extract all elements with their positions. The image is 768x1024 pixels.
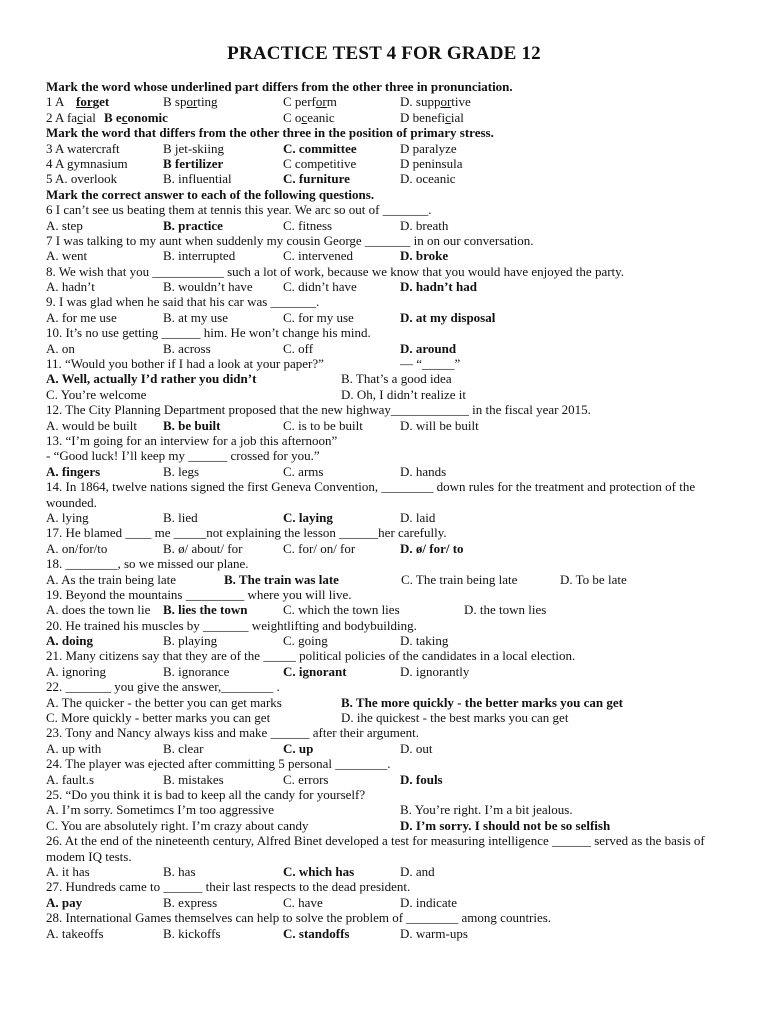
answer-option: A. does the town lie — [46, 602, 151, 618]
page-title: PRACTICE TEST 4 FOR GRADE 12 — [227, 43, 541, 64]
answer-options — [46, 218, 726, 233]
answer-option: B. You’re right. I’m a bit jealous. — [400, 802, 573, 818]
answer-option: D. indicate — [400, 894, 458, 910]
answer-option: A. ignoring — [46, 663, 106, 679]
correct-option: B. practice — [163, 217, 223, 233]
answer-option: D. Oh, I didn’t realize it — [341, 386, 467, 402]
answer-options — [46, 156, 726, 171]
correct-option: C. furniture — [283, 171, 350, 187]
answer-option: C. intervened — [283, 248, 354, 264]
answer-option: C perform — [283, 94, 337, 110]
answer-option: 2 A facial — [46, 109, 96, 125]
answer-option: 4 A gymnasium — [46, 155, 128, 171]
answer-option: C. for/ on/ for — [283, 540, 356, 556]
answer-option: C. You are absolutely right. I’m crazy about candy — [46, 817, 309, 833]
answer-option: B. kickoffs — [163, 925, 221, 941]
answer-option: B. interrupted — [163, 248, 236, 264]
answer-options — [46, 310, 726, 325]
question-text: 22. _______ you give the answer,________ . — [46, 679, 280, 695]
correct-option: C. committee — [283, 140, 357, 156]
answer-option: A. went — [46, 248, 88, 264]
answer-option: A. step — [46, 217, 83, 233]
answer-options — [46, 772, 726, 787]
answer-option: D. hands — [400, 463, 447, 479]
question-text: 8. We wish that you ___________ such a lot of work, because we know that you would have enjoyed the party. — [46, 263, 625, 279]
answer-options — [46, 633, 726, 648]
section-heading: Mark the correct answer to each of the following questions. — [46, 186, 375, 202]
answer-option: D. warm-ups — [400, 925, 468, 941]
answer-option: D. ignorantly — [400, 663, 470, 679]
answer-option: 5 A. overlook — [46, 171, 118, 187]
answer-option: B. influential — [163, 171, 232, 187]
underlined-part: c — [77, 109, 83, 125]
correct-option: B. be built — [163, 417, 221, 433]
section-heading: Mark the word whose underlined part differs from the other three in pronunciation. — [46, 79, 513, 94]
correct-option: A. fingers — [46, 463, 101, 479]
answer-options — [46, 864, 726, 879]
correct-option: B economic — [104, 109, 168, 125]
answer-option: D. will be built — [400, 417, 479, 433]
answer-options — [46, 371, 726, 386]
answer-option: C. for my use — [283, 309, 354, 325]
answer-option: B. at my use — [163, 309, 228, 325]
answer-option: D. ihe quickest - the best marks you can get — [341, 710, 569, 726]
answer-option: C. off — [283, 340, 314, 356]
correct-option: B. The train was late — [224, 571, 339, 587]
question-text: - “Good luck! I’ll keep my ______ crossed for you.” — [46, 448, 320, 464]
answer-options — [46, 741, 726, 756]
question-text: 26. At the end of the nineteenth century, Alfred Binet developed a test for measuring intelligence ______ served as the basis of modem IQ tests. — [46, 833, 705, 864]
answer-option: D. breath — [400, 217, 449, 233]
answer-option: 1 A — [46, 94, 65, 110]
answer-option: A. fault.s — [46, 771, 95, 787]
answer-option: B jet-skiing — [163, 140, 225, 156]
answer-options — [46, 572, 726, 587]
question-text: 17. He blamed ____ me _____not explaining the lesson ______her carefully. — [46, 525, 447, 541]
test-content — [46, 79, 726, 941]
answer-option: A. takeoffs — [46, 925, 104, 941]
question-text: 19. Beyond the mountains _________ where you will live. — [46, 586, 352, 602]
correct-option: D. broke — [400, 248, 449, 264]
answer-options — [46, 464, 726, 479]
correct-option: B. The more quickly - the better marks you can get — [341, 694, 624, 710]
answer-options — [46, 356, 726, 371]
answer-option: A. it has — [46, 863, 90, 879]
answer-option: A. I’m sorry. Sometimcs I’m too aggressive — [46, 802, 275, 818]
question-text: 13. “I’m going for an interview for a job this afternoon” — [46, 432, 338, 448]
answer-option: C. You’re welcome — [46, 386, 147, 402]
question-text: 27. Hundreds came to ______ their last respects to the dead president. — [46, 879, 411, 895]
answer-option: B. clear — [163, 740, 204, 756]
underlined-part: or — [315, 94, 327, 110]
question-text: 6 I can’t see us beating them at tennis this year. We arc so out of _______. — [46, 202, 432, 218]
answer-option: A. for me use — [46, 309, 117, 325]
answer-options — [46, 926, 726, 941]
answer-option: C. going — [283, 633, 328, 649]
correct-option: A. doing — [46, 633, 93, 649]
question-text: 14. In 1864, twelve nations signed the first Geneva Convention, ________ down rules for the treatment and protection of the wounded. — [46, 479, 696, 510]
answer-option: B. legs — [163, 463, 200, 479]
answer-option: C. which the town lies — [283, 602, 400, 618]
correct-option: D. fouls — [400, 771, 443, 787]
question-text: 24. The player was ejected after committing 5 personal ________. — [46, 756, 391, 772]
question-text: 18. ________, so we missed our plane. — [46, 556, 249, 572]
answer-option: D. supportive — [400, 94, 471, 110]
answer-option: D. oceanic — [400, 171, 456, 187]
answer-options — [46, 802, 726, 817]
answer-options — [46, 695, 726, 710]
answer-options — [46, 710, 726, 725]
answer-option: C. fitness — [283, 217, 333, 233]
correct-option: C. standoffs — [283, 925, 350, 941]
correct-option: B. lies the town — [163, 602, 248, 618]
answer-options — [46, 602, 726, 617]
answer-options — [46, 248, 726, 263]
answer-options — [46, 141, 726, 156]
answer-option: A. would be built — [46, 417, 137, 433]
question-text: 25. “Do you think it is bad to keep all the candy for yourself? — [46, 787, 366, 802]
answer-options — [46, 279, 726, 294]
answer-option: B. express — [163, 894, 218, 910]
answer-option: C oceanic — [283, 109, 335, 125]
answer-option: D beneficial — [400, 109, 464, 125]
answer-options — [46, 110, 726, 125]
answer-option: B. playing — [163, 633, 218, 649]
question-text: 12. The City Planning Department proposed that the new highway____________ in the fiscal year 2015. — [46, 402, 591, 418]
answer-option: C. didn’t have — [283, 279, 357, 295]
answer-option: D. To be late — [560, 571, 627, 587]
answer-option: A. on — [46, 340, 75, 356]
correct-option: D. hadn’t had — [400, 279, 477, 295]
answer-options — [46, 341, 726, 356]
answer-options — [46, 664, 726, 679]
answer-options — [46, 94, 726, 109]
question-text: 20. He trained his muscles by _______ weightlifting and bodybuilding. — [46, 617, 417, 633]
answer-option: A. lying — [46, 509, 89, 525]
answer-option: C. errors — [283, 771, 329, 787]
answer-options — [46, 418, 726, 433]
answer-options — [46, 818, 726, 833]
answer-option: B sporting — [163, 94, 218, 110]
answer-option: B. lied — [163, 509, 198, 525]
answer-option: 11. “Would you bother if I had a look at your paper?” — [46, 356, 324, 372]
correct-option: B fertilizer — [163, 155, 224, 171]
answer-option: 3 A watercraft — [46, 140, 120, 156]
answer-option: D paralyze — [400, 140, 457, 156]
underlined-part: or — [440, 94, 452, 110]
answer-option: C competitive — [283, 155, 357, 171]
question-text: 10. It’s no use getting ______ him. He won’t change his mind. — [46, 325, 371, 341]
correct-option: D. I’m sorry. I should not be so selfish — [400, 817, 611, 833]
answer-options — [46, 387, 726, 402]
question-text: 28. International Games themselves can help to solve the problem of ________ among countries. — [46, 910, 552, 926]
correct-option: C. ignorant — [283, 663, 347, 679]
correct-option: D. ø/ for/ to — [400, 540, 464, 556]
answer-options — [46, 510, 726, 525]
answer-option: D. taking — [400, 633, 449, 649]
answer-options — [46, 541, 726, 556]
answer-option: C. The train being late — [401, 571, 518, 587]
answer-option: A. up with — [46, 740, 102, 756]
answer-option: D. the town lies — [464, 602, 547, 618]
answer-option: B. That’s a good idea — [341, 371, 452, 387]
underlined-part: for — [76, 94, 93, 110]
underlined-part: c — [445, 109, 451, 125]
correct-option: C. which has — [283, 863, 355, 879]
answer-options — [46, 171, 726, 186]
answer-option: C. is to be built — [283, 417, 363, 433]
answer-option: B. mistakes — [163, 771, 224, 787]
correct-option: A. Well, actually I’d rather you didn’t — [46, 371, 257, 387]
correct-option: C. up — [283, 740, 314, 756]
answer-option: A. on/for/to — [46, 540, 108, 556]
answer-option: A. As the train being late — [46, 571, 176, 587]
correct-option: D. at my disposal — [400, 309, 496, 325]
underlined-part: or — [186, 94, 198, 110]
correct-option: forget — [76, 94, 110, 110]
answer-option: B. wouldn’t have — [163, 279, 253, 295]
answer-option: D. laid — [400, 509, 436, 525]
correct-option: A. pay — [46, 894, 83, 910]
answer-option: B. has — [163, 863, 196, 879]
answer-option: D. and — [400, 863, 435, 879]
answer-option: B. across — [163, 340, 211, 356]
answer-option: C. have — [283, 894, 323, 910]
answer-option: D peninsula — [400, 155, 463, 171]
answer-options — [46, 895, 726, 910]
answer-option: C. More quickly - better marks you can get — [46, 710, 271, 726]
answer-option: C. arms — [283, 463, 324, 479]
question-text: 7 I was talking to my aunt when suddenly my cousin George _______ in on our conversation. — [46, 232, 534, 248]
answer-option: D. out — [400, 740, 433, 756]
question-text: 23. Tony and Nancy always kiss and make ______ after their argument. — [46, 725, 419, 741]
answer-option: — “_____” — [400, 356, 461, 372]
answer-option: B. ø/ about/ for — [163, 540, 243, 556]
answer-option: B. ignorance — [163, 663, 230, 679]
question-text: 9. I was glad when he said that his car was _______. — [46, 294, 320, 310]
correct-option: D. around — [400, 340, 457, 356]
correct-option: C. laying — [283, 509, 333, 525]
underlined-part: c — [301, 109, 308, 125]
answer-option: A. The quicker - the better you can get marks — [46, 694, 282, 710]
answer-option: A. hadn’t — [46, 279, 95, 295]
underlined-part: c — [121, 109, 128, 125]
question-text: 21. Many citizens say that they are of the _____ political policies of the candidates in a local election. — [46, 648, 576, 664]
section-heading: Mark the word that differs from the other three in the position of primary stress. — [46, 125, 494, 141]
